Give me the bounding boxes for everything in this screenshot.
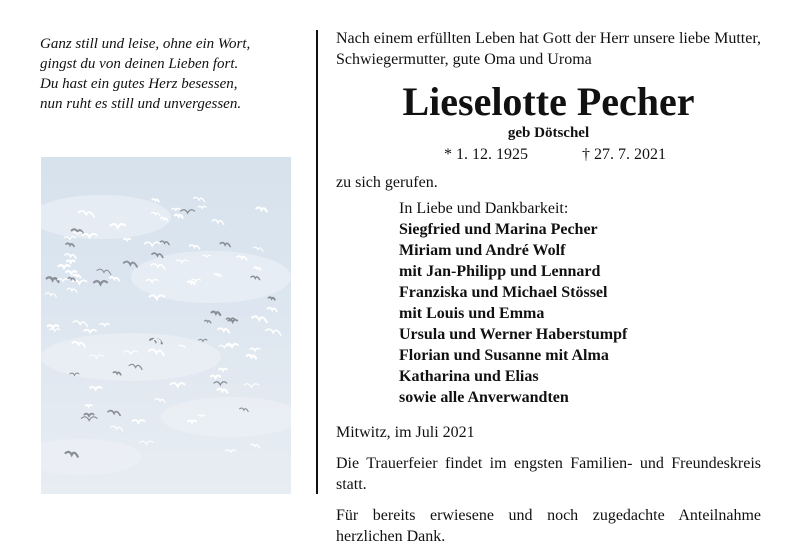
family-member: mit Louis und Emma xyxy=(399,305,545,322)
seagull-shape xyxy=(205,320,211,322)
funeral-notice: Die Trauerfeier findet im engsten Familien- und Freundeskreis statt. xyxy=(336,455,761,493)
poem-line: gingst du von deinen Lieben fort. xyxy=(40,56,239,72)
family-member: mit Jan-Philipp und Lennard xyxy=(399,263,601,280)
birth-date: * 1. 12. 1925 xyxy=(444,146,528,163)
cloud-shape xyxy=(161,397,291,437)
seagull-shape xyxy=(181,210,195,213)
seagull-shape xyxy=(85,405,91,407)
seagull-shape xyxy=(172,208,180,210)
seagull-shape xyxy=(160,241,169,244)
death-date: † 27. 7. 2021 xyxy=(582,146,666,163)
cloud-shape xyxy=(41,439,141,475)
seagull-shape xyxy=(47,277,59,282)
seagull-shape xyxy=(212,220,224,225)
family-member: Franziska und Michael Stössel xyxy=(399,284,608,301)
seagull-shape xyxy=(65,254,76,258)
family-member: Siegfried und Marina Pecher xyxy=(399,221,598,238)
seagull-shape xyxy=(171,383,185,386)
poem-line: Ganz still und leise, ohne ein Wort, xyxy=(40,36,251,52)
seagull-shape xyxy=(110,277,119,281)
seagull-shape xyxy=(247,355,256,359)
seagull-shape xyxy=(100,324,109,326)
seagull-shape xyxy=(266,329,281,335)
seagull-shape xyxy=(218,328,229,332)
seagull-shape xyxy=(140,441,153,444)
seagull-shape xyxy=(211,376,220,378)
seagull-shape xyxy=(217,389,227,393)
deceased-name: Lieselotte Pecher xyxy=(402,79,695,124)
seagull-shape xyxy=(124,239,131,241)
seagull-shape xyxy=(144,242,160,246)
seagull-shape xyxy=(251,444,259,447)
called-text: zu sich gerufen. xyxy=(336,174,438,191)
poem-line: nun ruht es still und unvergessen. xyxy=(40,96,242,112)
seagull-shape xyxy=(66,271,76,274)
seagull-shape xyxy=(59,265,70,268)
seagull-shape xyxy=(199,339,207,341)
seagulls-photo xyxy=(41,157,291,494)
family-intro: In Liebe und Dankbarkeit: xyxy=(399,200,569,217)
seagull-shape xyxy=(67,288,77,292)
poem-line: Du hast ein gutes Herz besessen, xyxy=(40,76,238,92)
seagull-shape xyxy=(90,387,101,390)
seagull-shape xyxy=(268,308,277,312)
column-divider xyxy=(316,30,318,494)
seagull-shape xyxy=(84,414,93,416)
seagull-shape xyxy=(94,281,107,284)
obituary-text xyxy=(336,28,761,547)
seagull-shape xyxy=(84,330,96,333)
seagull-shape xyxy=(64,237,75,240)
family-member: Florian und Susanne mit Alma xyxy=(399,347,609,364)
seagull-shape xyxy=(220,243,230,247)
seagull-shape xyxy=(46,293,57,297)
life-dates xyxy=(336,144,761,166)
seagull-shape xyxy=(244,384,259,388)
seagull-shape xyxy=(175,215,183,218)
family-member: Miriam und André Wolf xyxy=(399,242,566,259)
cloud-shape xyxy=(41,195,171,239)
seagull-shape xyxy=(152,199,158,202)
family-member: sowie alle Anverwandten xyxy=(399,389,569,406)
family-list xyxy=(399,198,761,408)
seagull-shape xyxy=(50,329,60,332)
family-member: Ursula und Werner Haberstumpf xyxy=(399,326,628,343)
seagull-shape xyxy=(219,369,226,371)
seagull-shape xyxy=(190,245,200,249)
family-member: Katharina und Elias xyxy=(399,368,539,385)
seagull-shape xyxy=(212,312,221,315)
cloud-shape xyxy=(41,333,221,381)
seagull-shape xyxy=(48,325,59,328)
seagull-shape xyxy=(250,348,260,350)
seagull-shape xyxy=(67,260,74,262)
seagull-shape xyxy=(252,316,267,322)
intro-text: Nach einem erfüllten Leben hat Gott der Herr unsere liebe Mutter, Schwiegermutter, gute Oma und Uroma xyxy=(336,30,761,68)
seagull-shape xyxy=(226,450,236,452)
seagull-shape xyxy=(66,243,74,246)
thanks-text: Für bereits erwiesene und noch zugedachte Anteilnahme herzlichen Dank. xyxy=(336,507,761,545)
seagull-shape xyxy=(194,197,205,201)
seagull-shape xyxy=(198,206,206,208)
poem xyxy=(40,34,290,114)
seagull-shape xyxy=(155,399,165,403)
seagull-shape xyxy=(253,247,263,251)
seagull-shape xyxy=(110,426,122,431)
seagull-shape xyxy=(133,420,145,423)
place-date: Mitwitz, im Juli 2021 xyxy=(336,424,475,441)
seagull-shape xyxy=(108,411,120,416)
seagulls-illustration xyxy=(41,157,291,494)
seagull-shape xyxy=(73,321,88,327)
seagull-shape xyxy=(97,269,111,275)
seagull-shape xyxy=(219,345,229,348)
seagull-shape xyxy=(124,262,137,267)
seagull-shape xyxy=(73,275,80,278)
seagull-shape xyxy=(269,297,275,300)
seagull-shape xyxy=(68,278,75,281)
seagull-shape xyxy=(256,207,266,211)
seagull-shape xyxy=(214,382,227,385)
maiden-name: geb Dötschel xyxy=(507,125,590,141)
